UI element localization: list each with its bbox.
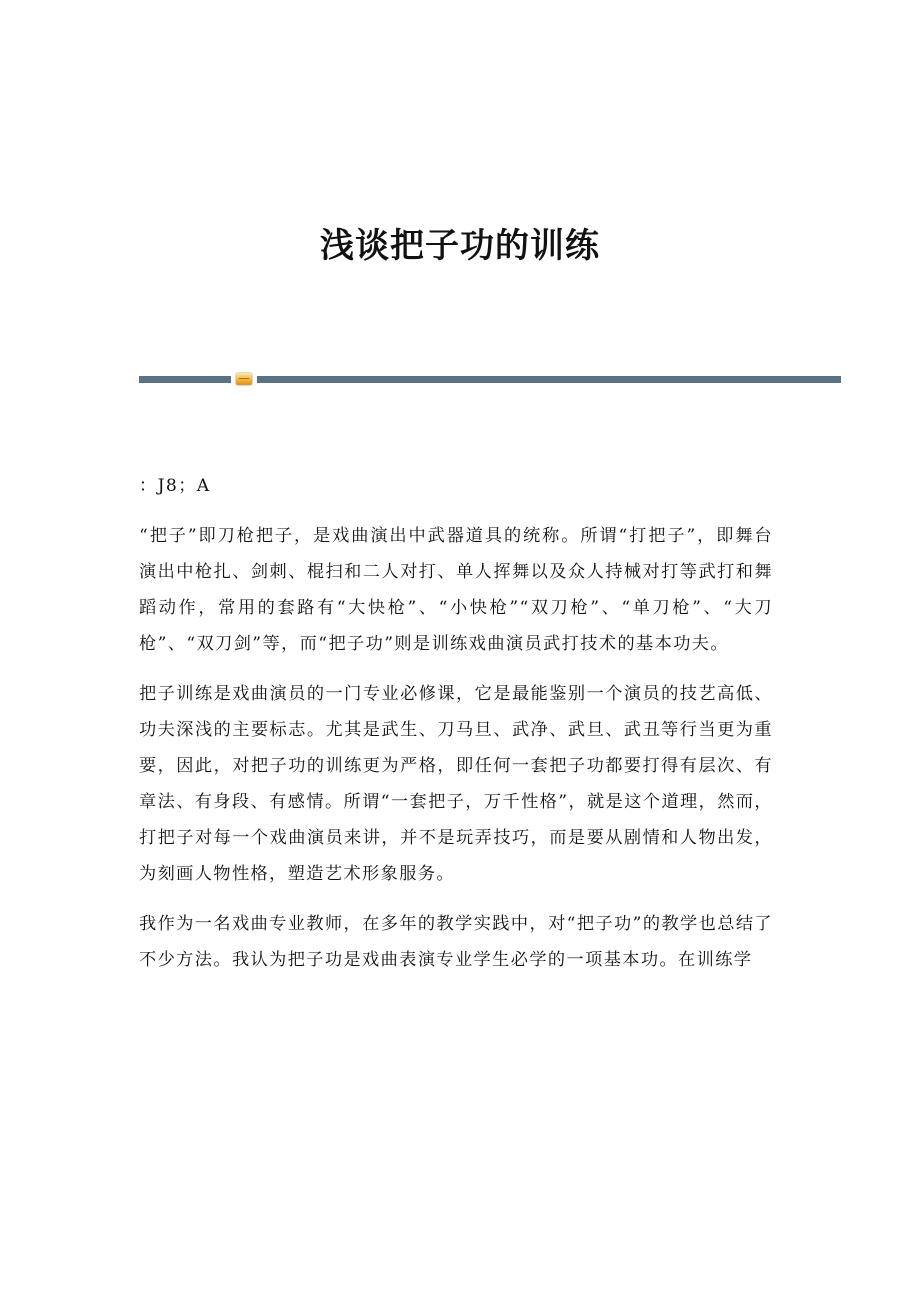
divider-bar-right	[257, 376, 841, 383]
divider-bar-left	[139, 376, 231, 383]
divider-emblem-icon	[236, 373, 252, 385]
title-divider	[139, 372, 841, 386]
paragraph-1: “把子”即刀枪把子，是戏曲演出中武器道具的统称。所谓“打把子”，即舞台演出中枪扎、剑刺、棍扫和二人对打、单人挥舞以及众人持械对打等武打和舞蹈动作，常用的套路有“大快枪”、“小快枪”“双刀枪”、“单刀枪”、“大刀枪”、“双刀剑”等，而“把子功”则是训练戏曲演员武打技术的基本功夫。	[139, 526, 773, 654]
classification-line: ：J8；A	[139, 476, 211, 496]
paragraph-3: 我作为一名戏曲专业教师，在多年的教学实践中，对“把子功”的教学也总结了不少方法。我认为把子功是戏曲表演专业学生必学的一项基本功。在训练学	[139, 914, 773, 970]
paragraph-2: 把子训练是戏曲演员的一门专业必修课，它是最能鉴别一个演员的技艺高低、功夫深浅的主要标志。尤其是武生、刀马旦、武净、武旦、武丑等行当更为重要，因此，对把子功的训练更为严格，即任何一套把子功都要打得有层次、有章法、有身段、有感情。所谓“一套把子，万千性格”，就是这个道理，然而，打把子对每一个戏曲演员来讲，并不是玩弄技巧，而是要从剧情和人物出发，为刻画人物性格，塑造艺术形象服务。	[139, 684, 773, 884]
document-body	[139, 468, 773, 992]
document-title: 浅谈把子功的训练	[320, 226, 600, 266]
